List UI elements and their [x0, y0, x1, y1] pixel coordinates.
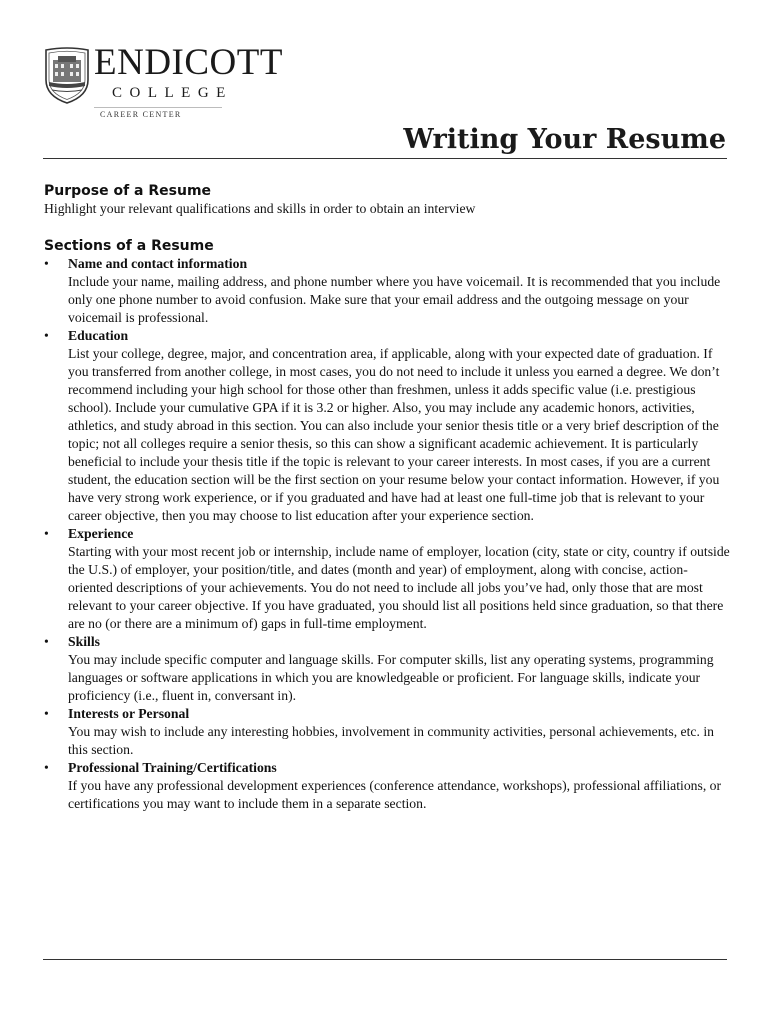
- college-logo: [44, 42, 283, 120]
- logo-name-text: ENDICOTT: [94, 42, 283, 83]
- section-title: Experience: [68, 526, 134, 541]
- section-body: If you have any professional development experiences (conference attendance, workshops), professional affiliations, or certifications you may want to include them in a separate section.: [68, 778, 722, 811]
- logo-divider: [94, 107, 222, 108]
- section-title: Skills: [68, 634, 100, 649]
- document-body: [44, 182, 732, 813]
- title-divider: [43, 158, 727, 159]
- list-item: [44, 255, 732, 327]
- college-seal-icon: [44, 46, 90, 104]
- section-body: You may wish to include any interesting hobbies, involvement in community activities, personal achievements, etc. in this section.: [68, 724, 714, 757]
- list-item: [44, 525, 732, 633]
- logo-career-center: CAREER CENTER: [100, 110, 182, 119]
- bullet-icon: •: [44, 256, 49, 271]
- sections-heading: Sections of a Resume: [44, 238, 214, 254]
- purpose-text: Highlight your relevant qualifications and skills in order to obtain an interview: [44, 201, 476, 216]
- section-body: Starting with your most recent job or internship, include name of employer, location (city, state or city, country if outside the U.S.) of employer, your position/title, and dates (month and year) of employment, along with concise, action-oriented descriptions of your achievements. You do not need to include all jobs you’ve had, only those that are most relevant to your career objective. If you have graduated, you should list all positions held since graduation, so that there are no (or there are a minimum of) gaps in full-time employment.: [68, 544, 730, 631]
- sections-list: [44, 255, 732, 813]
- bullet-icon: •: [44, 526, 49, 541]
- list-item: [44, 633, 732, 705]
- bullet-icon: •: [44, 706, 49, 721]
- logo-name: [94, 42, 283, 83]
- purpose-heading: Purpose of a Resume: [44, 183, 212, 199]
- footer-divider: [43, 959, 727, 960]
- section-title: Professional Training/Certifications: [68, 760, 277, 775]
- list-item: [44, 327, 732, 525]
- list-item: [44, 705, 732, 759]
- page-title: Writing Your Resume: [403, 124, 726, 155]
- section-title: Interests or Personal: [68, 706, 190, 721]
- section-body: You may include specific computer and language skills. For computer skills, list any operating systems, programming languages or software applications in which you are knowledgeable or proficient. For language skills, indicate your proficiency (i.e., fluent in, conversant in).: [68, 652, 714, 703]
- logo-college: COLLEGE: [112, 85, 233, 101]
- bullet-icon: •: [44, 634, 49, 649]
- section-body: List your college, degree, major, and concentration area, if applicable, along with your expected date of graduation. If you transferred from another college, in most cases, you do not need to include it unless you earned a degree. We don’t recommend including your high school for those other than freshmen, unless it adds specific value (i.e. prestigious school). Include your cumulative GPA if it is 3.2 or higher. Also, you may include any academic honors, activities, athletics, and study abroad in this section. You can also include your senior thesis title or a very brief description of the topic; not all colleges require a senior thesis, so this can show a significant academic achievement. It is particularly beneficial to include your thesis title if the topic is relevant to your career interests. In most cases, if you are a current student, the education section will be the first section on your resume below your contact information. However, if you have very strong work experience, or if you graduated and have had at least one full-time job that is relevant to your career objective, then you may choose to list education after your experience section.: [68, 346, 720, 523]
- bullet-icon: •: [44, 328, 49, 343]
- section-title: Education: [68, 328, 129, 343]
- section-body: Include your name, mailing address, and phone number where you have voicemail. It is recommended that you include only one phone number to avoid confusion. Make sure that your email address and the outgoing message on your voicemail is professional.: [68, 274, 721, 325]
- list-item: [44, 759, 732, 813]
- section-title: Name and contact information: [68, 256, 248, 271]
- bullet-icon: •: [44, 760, 49, 775]
